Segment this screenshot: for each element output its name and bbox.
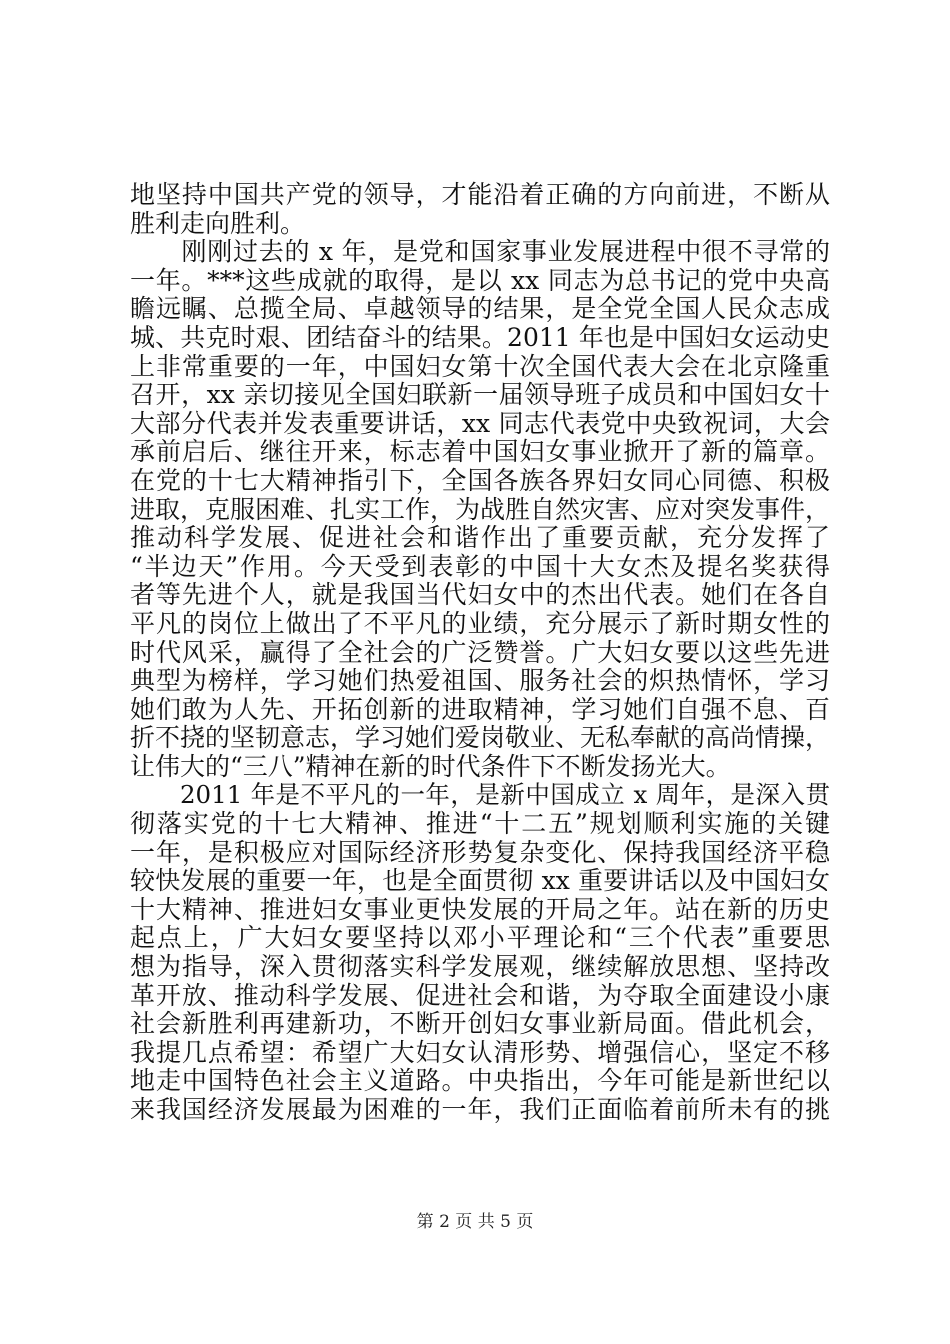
text-line: 承前启后、继往开来，标志着中国妇女事业掀开了新的篇章。 [130,437,830,467]
text-line: 胜利走向胜利。 [130,208,306,238]
text-line: 十大精神、推进妇女事业更快发展的开局之年。站在新的历史 [130,894,830,924]
text-line: 城、共克时艰、团结奋斗的结果。2011 年也是中国妇女运动史 [130,322,830,352]
body-text [130,181,830,1125]
text-line: 上非常重要的一年，中国妇女第十次全国代表大会在北京隆重 [130,351,830,381]
text-line: 者等先进个人，就是我国当代妇女中的杰出代表。她们在各自 [130,580,830,610]
text-line: 较快发展的重要一年，也是全面贯彻 xx 重要讲话以及中国妇女 [130,866,830,896]
text-line: 她们敢为人先、开拓创新的进取精神，学习她们自强不息、百 [130,694,830,724]
page-footer: 第 2 页 共 5 页 [416,1212,534,1232]
text-line: 地走中国特色社会主义道路。中央指出，今年可能是新世纪以 [130,1066,830,1096]
text-line: 刚刚过去的 x 年，是党和国家事业发展进程中很不寻常的 [130,237,830,267]
text-line: 进取，克服困难、扎实工作，为战胜自然灾害、应对突发事件， [130,494,831,524]
text-line: 想为指导，深入贯彻落实科学发展观，继续解放思想、坚持改 [130,952,830,982]
text-line: 平凡的岗位上做出了不平凡的业绩，充分展示了新时期女性的 [130,608,830,638]
text-line: 社会新胜利再建新功，不断开创妇女事业新局面。借此机会， [130,1009,830,1039]
text-line: 折不挠的坚韧意志，学习她们爱岗敬业、无私奉献的高尚情操， [130,723,831,753]
text-line: 时代风采，赢得了全社会的广泛赞誉。广大妇女要以这些先进 [130,637,830,667]
text-line: 在党的十七大精神指引下，全国各族各界妇女同心同德、积极 [130,465,830,495]
text-line: “半边天”作用。今天受到表彰的中国十大女杰及提名奖获得 [130,551,830,581]
text-line: 2011 年是不平凡的一年，是新中国成立 x 周年，是深入贯 [130,780,830,810]
text-line: 革开放、推动科学发展、促进社会和谐，为夺取全面建设小康 [130,980,830,1010]
text-line: 起点上，广大妇女要坚持以邓小平理论和“三个代表”重要思 [130,923,830,953]
text-line: 让伟大的“三八”精神在新的时代条件下不断发扬光大。 [130,751,731,781]
text-line: 来我国经济发展最为困难的一年，我们正面临着前所未有的挑 [130,1095,830,1124]
text-line: 推动科学发展、促进社会和谐作出了重要贡献，充分发挥了 [130,523,830,553]
text-line: 我提几点希望：希望广大妇女认清形势、增强信心，坚定不移 [130,1037,830,1067]
text-line: 典型为榜样，学习她们热爱祖国、服务社会的炽热情怀，学习 [130,666,830,696]
text-line: 地坚持中国共产党的领导，才能沿着正确的方向前进，不断从 [130,180,830,209]
text-line: 一年。***这些成就的取得，是以 xx 同志为总书记的党中央高 [130,265,830,295]
text-line: 一年，是积极应对国际经济形势复杂变化、保持我国经济平稳 [130,837,830,867]
text-line: 彻落实党的十七大精神、推进“十二五”规划顺利实施的关键 [130,809,830,839]
text-line: 瞻远瞩、总揽全局、卓越领导的结果，是全党全国人民众志成 [130,294,830,324]
text-line: 大部分代表并发表重要讲话，xx 同志代表党中央致祝词，大会 [130,408,830,438]
text-line: 召开，xx 亲切接见全国妇联新一届领导班子成员和中国妇女十 [130,380,830,410]
